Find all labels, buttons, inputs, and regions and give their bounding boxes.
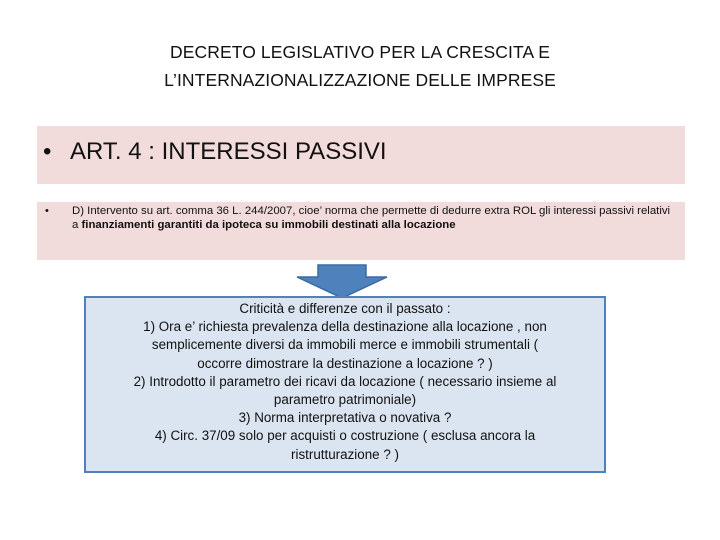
notes-line-5: parametro patrimoniale) [273,392,417,408]
notes-line-7: 4) Circ. 37/09 solo per acquisti o costruzione ( esclusa ancora la [154,428,536,444]
slide-title-line-1: DECRETO LEGISLATIVO PER LA CRESCITA E [169,42,551,62]
article-heading-text: ART. 4 : INTERESSI PASSIVI [70,138,387,165]
article-heading [43,136,387,168]
notes-line-1: 1) Ora e’ richiesta prevalenza della destinazione alla locazione , non [143,319,547,335]
point-d-plain-text: D) Intervento su art. comma 36 L. 244/2007, cioe’ norma che permette di dedurre extra ROL gli interessi passivi relativi a [72,205,671,231]
bullet-icon: • [45,205,49,217]
down-arrow-shape [297,265,387,298]
slide-title-line-2: L’INTERNAZIONALIZZAZIONE DELLE IMPRESE [164,70,556,90]
notes-heading: Criticità e differenze con il passato : [239,301,451,316]
notes-line-4: 2) Introdotto il parametro dei ricavi da locazione ( necessario insieme al [133,373,557,389]
point-d-bold-text: finanziamenti garantiti da ipoteca su immobili destinati alla locazione [81,219,456,231]
notes-line-8: ristrutturazione ? ) [291,446,399,462]
slide-title [80,38,640,94]
point-d-text [72,204,677,232]
point-d [45,204,677,232]
bullet-icon: • [43,138,52,165]
down-arrow-icon [295,264,389,300]
notes-line-6: 3) Norma interpretativa o novativa ? [238,410,452,426]
notes-line-2: semplicemente diversi da immobili merce e immobili strumentali ( [151,337,539,353]
notes-box [84,296,606,473]
notes-line-3: occorre dimostrare la destinazione a locazione ? ) [197,355,493,371]
